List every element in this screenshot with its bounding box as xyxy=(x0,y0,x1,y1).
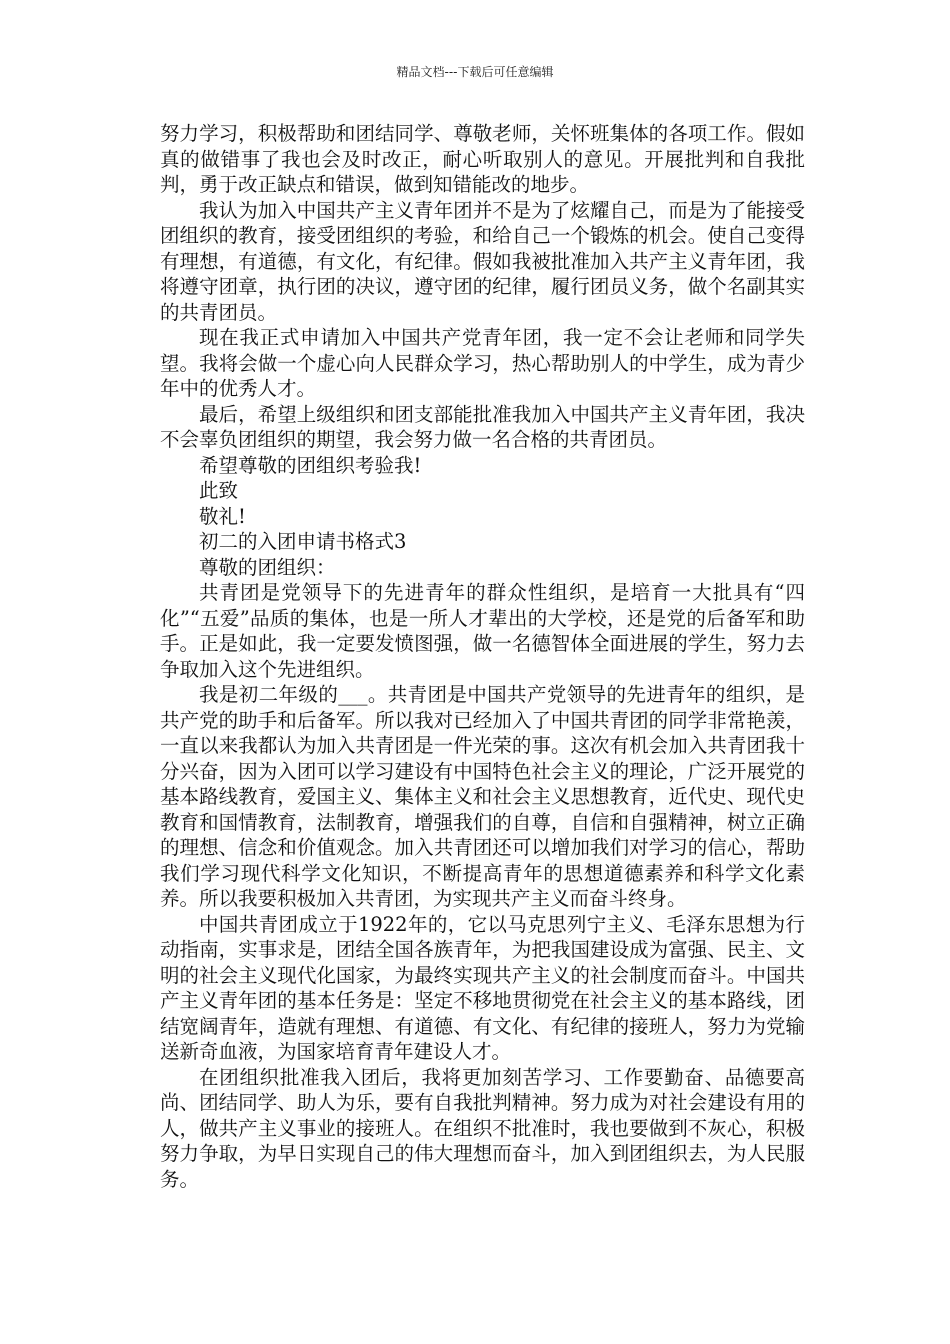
paragraph-5: 希望尊敬的团组织考验我! xyxy=(199,453,422,477)
paragraph-6: 此致 xyxy=(199,479,239,502)
document-body xyxy=(160,121,805,1192)
section-title: 初二的入团申请书格式3 xyxy=(199,530,407,553)
paragraph-1: 努力学习，积极帮助和团结同学、尊敬老师，关怀班集体的各项工作。假如真的做错事了我也会及时改正，耐心听取别人的意见。开展批判和自我批判，勇于改正缺点和错误，做到知错能改的地步。 xyxy=(160,122,805,196)
paragraph-3: 现在我正式申请加入中国共产党青年团，我一定不会让老师和同学失望。我将会做一个虚心向人民群众学习，热心帮助别人的中学生，成为青少年中的优秀人才。 xyxy=(160,326,805,400)
paragraph-2: 我认为加入中国共产主义青年团并不是为了炫耀自己，而是为了能接受团组织的教育，接受团组织的考验，和给自己一个锻炼的机会。使自己变得有理想，有道德，有文化，有纪律。假如我被批准加入共产主义青年团，我将遵守团章，执行团的决议，遵守团的纪律，履行团员义务，做个名副其实的共青团员。 xyxy=(160,198,805,324)
paragraph-7: 敬礼! xyxy=(199,504,246,528)
paragraph-12: 中国共青团成立于1922年的，它以马克思列宁主义、毛泽东思想为行动指南，实事求是，团结全国各族青年，为把我国建设成为富强、民主、文明的社会主义现代化国家，为最终实现共产主义的社会制度而奋斗。中国共产主义青年团的基本任务是：坚定不移地贯彻党在社会主义的基本路线，团结宽阔青年，造就有理想、有道德、有文化、有纪律的接班人，努力为党输送新奇血液，为国家培育青年建设人才。 xyxy=(160,912,805,1063)
paragraph-4: 最后，希望上级组织和团支部能批准我加入中国共产主义青年团，我决不会辜负团组织的期望，我会努力做一名合格的共青团员。 xyxy=(160,402,805,451)
paragraph-13: 在团组织批准我入团后，我将更加刻苦学习、工作要勤奋、品德要高尚、团结同学、助人为乐，要有自我批判精神。努力成为对社会建设有用的人，做共产主义事业的接班人。在组织不批准时，我也要做到不灰心，积极努力争取，为早日实现自己的伟大理想而奋斗，加入到团组织去，为人民服务。 xyxy=(160,1065,805,1191)
paragraph-10: 共青团是党领导下的先进青年的群众性组织，是培育一大批具有“四化”“五爱”品质的集体，也是一所人才辈出的大学校，还是党的后备军和助手。正是如此，我一定要发愤图强，做一名德智体全面进展的学生，努力去争取加入这个先进组织。 xyxy=(160,581,805,681)
paragraph-11: 我是初二年级的___。共青团是中国共产党领导的先进青年的组织，是共产党的助手和后备军。所以我对已经加入了中国共青团的同学非常艳羡，一直以来我都认为加入共青团是一件光荣的事。这次有机会加入共青团我十分兴奋，因为入团可以学习建设有中国特色社会主义的理论，广泛开展党的基本路线教育，爱国主义、集体主义和社会主义思想教育，近代史、现代史教育和国情教育，法制教育，增强我们的自尊，自信和自强精神，树立正确的理想、信念和价值观念。加入共青团还可以增加我们对学习的信心，帮助我们学习现代科学文化知识，不断提高青年的思想道德素养和科学文化素养。所以我要积极加入共青团，为实现共产主义而奋斗终身。 xyxy=(160,683,805,910)
salutation: 尊敬的团组织： xyxy=(199,555,336,579)
page-header: 精品文档---下载后可任意编辑 xyxy=(396,65,554,79)
